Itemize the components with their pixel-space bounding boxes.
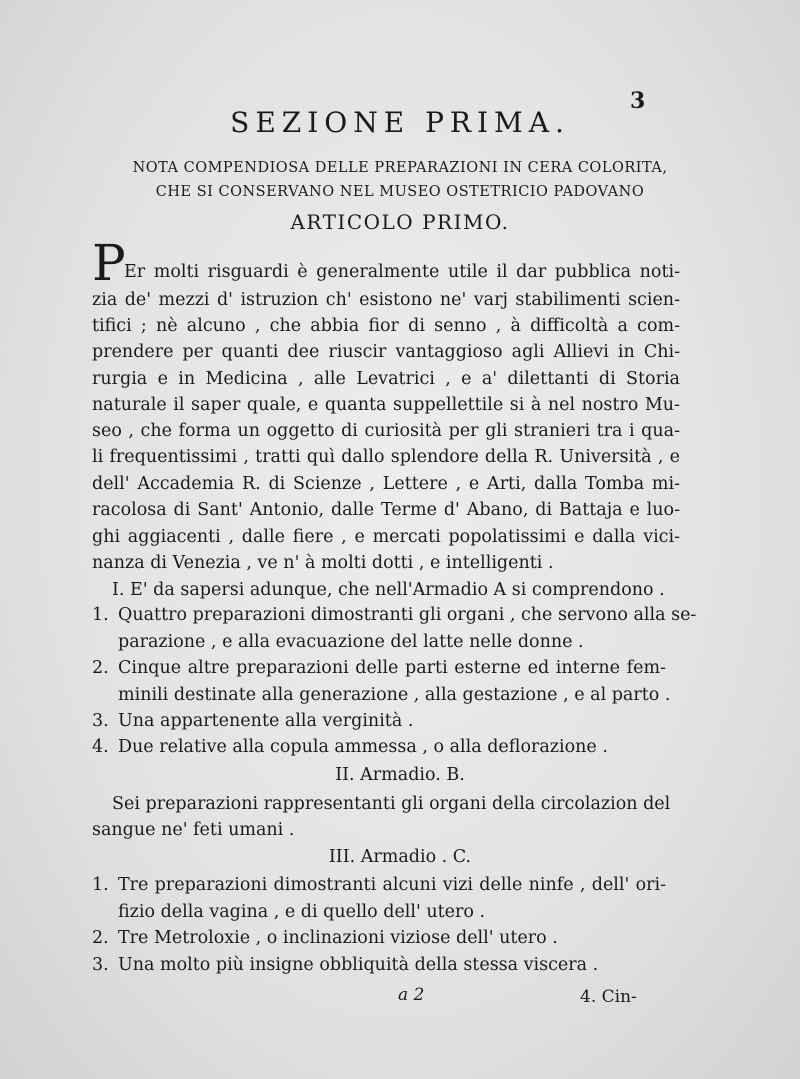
paragraph-line: seo , che forma un oggetto di curiosità per gli stranieri tra i qua- (92, 421, 680, 441)
signature-mark: a 2 (398, 985, 425, 1005)
item-line: minili destinate alla generazione , alla gestazione , e al parto . (118, 685, 671, 705)
item-line: fizio della vagina , e di quello dell' utero . (118, 902, 486, 922)
armadio-c-heading: III. Armadio . C. (328, 847, 472, 867)
paragraph-line: racolosa di Sant' Antonio, dalle Terme d' Abano, di Battaja e luo- (92, 500, 680, 520)
paragraph-line: tifici ; nè alcuno , che abbia fior di senno , à difficoltà a com- (92, 316, 680, 336)
armadio-b-heading: II. Armadio. B. (335, 765, 465, 785)
item-number: 2. (92, 928, 109, 948)
section-one-intro: I. E' da sapersi adunque, che nell'Armadio A si comprendono . (112, 580, 665, 600)
section-two-line: sangue ne' feti umani . (92, 820, 295, 840)
item-line: Due relative alla copula ammessa , o alla deflorazione . (118, 737, 608, 757)
article-heading: ARTICOLO PRIMO. (290, 210, 510, 234)
paragraph-line: naturale il saper quale, e quanta suppellettile si à nel nostro Mu- (92, 395, 680, 415)
drop-cap: P (92, 234, 126, 292)
section-title: SEZIONE PRIMA. (230, 106, 570, 139)
item-number: 1. (92, 605, 109, 625)
item-number: 1. (92, 875, 109, 895)
paragraph-line: Er molti risguardi è generalmente utile il dar pubblica noti- (124, 262, 680, 282)
item-number: 4. (92, 737, 109, 757)
paragraph-line: ghi aggiacenti , dalle fiere , e mercati popolatissimi e dalla vici- (92, 527, 680, 547)
item-number: 3. (92, 955, 109, 975)
page-number: 3 (630, 88, 646, 114)
item-line: Tre Metroloxie , o inclinazioni viziose dell' utero . (118, 928, 558, 948)
item-line: Tre preparazioni dimostranti alcuni vizi delle ninfe , dell' ori- (118, 875, 666, 895)
subtitle-line-1: NOTA COMPENDIOSA DELLE PREPARAZIONI IN CERA COLORITA, (132, 160, 668, 176)
item-line: Una molto più insigne obbliquità della stessa viscera . (118, 955, 599, 975)
paragraph-line: li frequentissimi , tratti quì dallo splendore della R. Università , e (92, 447, 680, 467)
subtitle-line-2: CHE SI CONSERVANO NEL MUSEO OSTETRICIO PADOVANO (155, 184, 645, 200)
section-two-line: Sei preparazioni rappresentanti gli organi della circolazion del (112, 794, 671, 814)
item-line: Quattro preparazioni dimostranti gli organi , che servono alla se- (118, 605, 697, 625)
item-line: parazione , e alla evacuazione del latte nelle donne . (118, 632, 584, 652)
paragraph-line: zia de' mezzi d' istruzion ch' esistono ne' varj stabilimenti scien- (92, 290, 680, 310)
paragraph-line: rurgia e in Medicina , alle Levatrici , e a' dilettanti di Storia (92, 369, 680, 389)
item-line: Una appartenente alla verginità . (118, 711, 414, 731)
paragraph-line: prendere per quanti dee riuscir vantaggioso agli Allievi in Chi- (92, 342, 680, 362)
item-number: 2. (92, 658, 109, 678)
paragraph-line: nanza di Venezia , ve n' à molti dotti , e intelligenti . (92, 553, 554, 573)
item-number: 3. (92, 711, 109, 731)
paragraph-line: dell' Accademia R. di Scienze , Lettere , e Arti, dalla Tomba mi- (92, 474, 680, 494)
item-line: Cinque altre preparazioni delle parti esterne ed interne fem- (118, 658, 666, 678)
catchword: 4. Cin- (580, 987, 637, 1007)
